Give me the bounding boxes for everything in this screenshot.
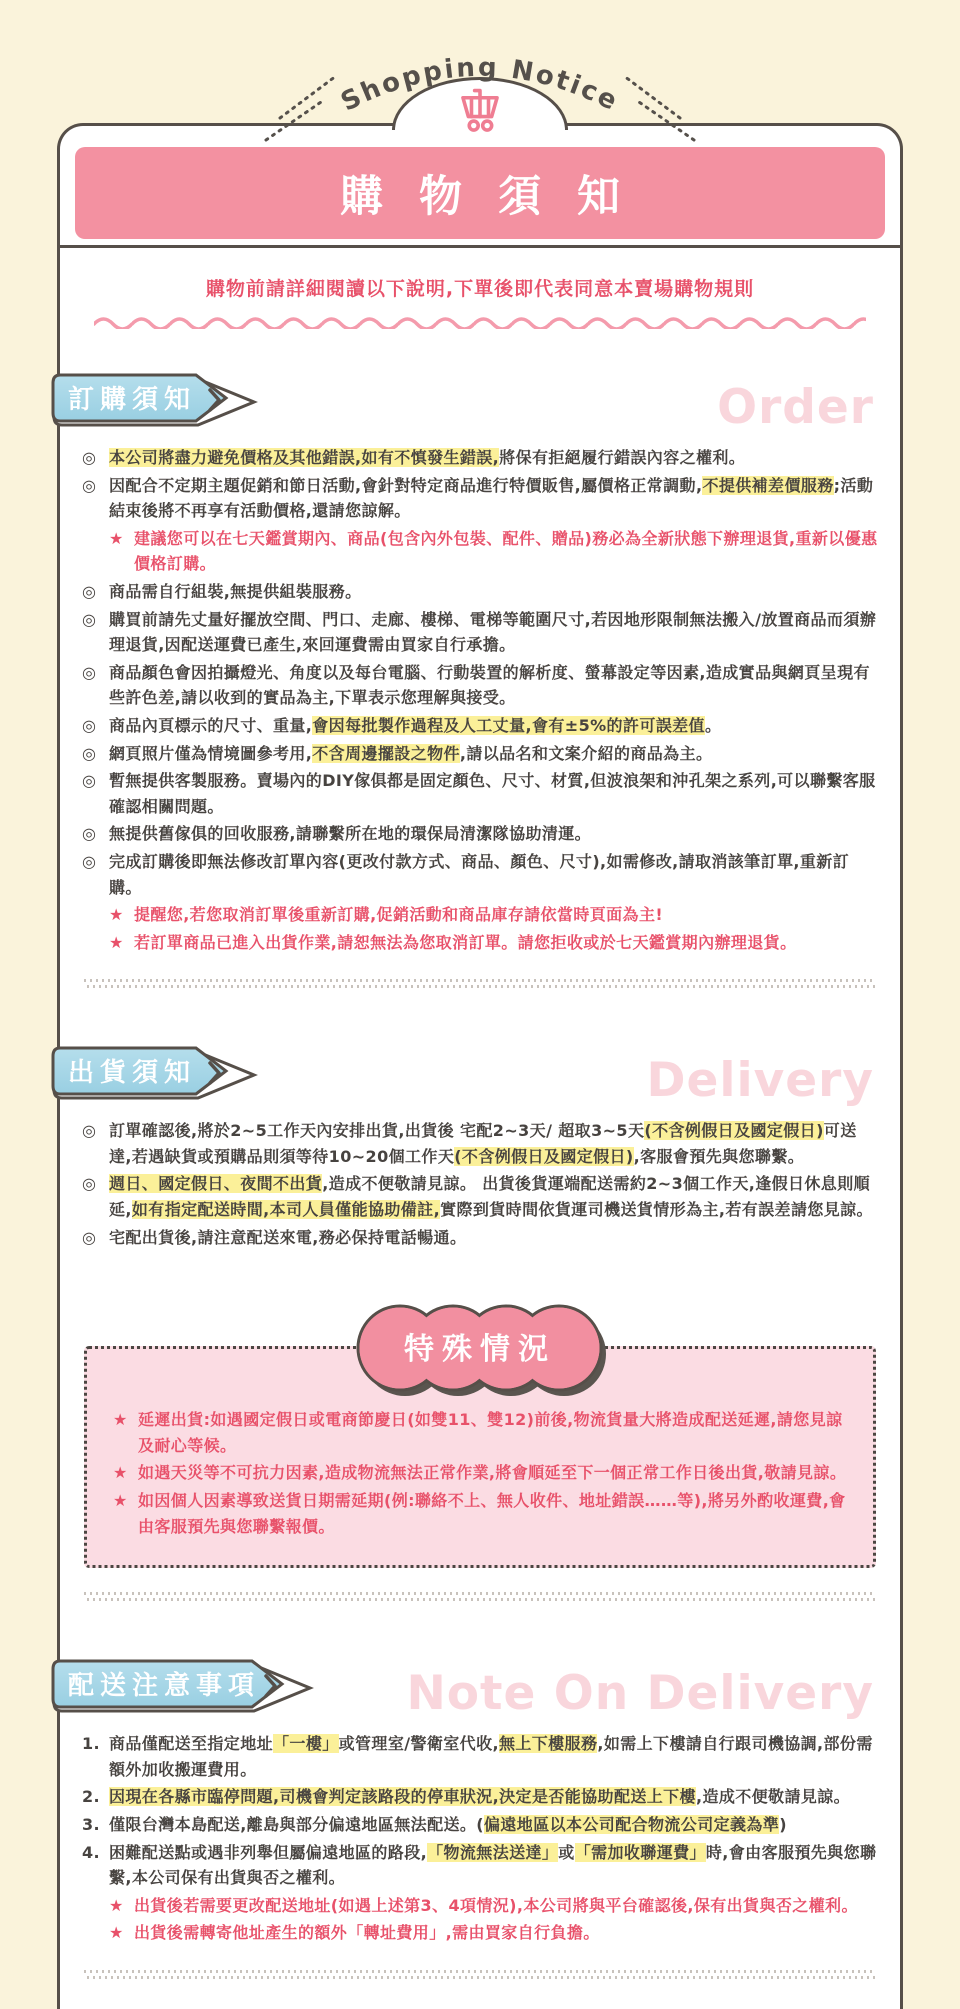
list-marker: ★ <box>109 1895 124 1915</box>
tick-divider <box>84 1592 876 1601</box>
card-body <box>60 274 900 1979</box>
list-marker: 3. <box>82 1815 101 1834</box>
section-delivery-head <box>68 1657 878 1722</box>
list-item-text: 本公司將盡力避免價格及其他錯誤,如有不慎發生錯誤,將保有拒絕履行錯誤內容之權利。 <box>109 448 746 467</box>
section-badge-order <box>48 371 260 429</box>
shipping-notice-list <box>82 1118 878 1250</box>
section-badge-label: 出貨須知 <box>68 1058 197 1089</box>
list-item-text: 建議您可以在七天鑑賞期內、商品(包含內外包裝、配件、贈品)務必為全新狀態下辦理退貨,重新以優惠價格訂購。 <box>134 528 878 574</box>
section-watermark: Order <box>717 380 874 435</box>
special-circumstances <box>84 1332 876 1568</box>
list-item <box>82 1812 878 1838</box>
list-item-text: 提醒您,若您取消訂單後重新訂購,促銷活動和商品庫存請依當時頁面為主! <box>134 905 664 925</box>
list-marker: ◎ <box>82 851 97 871</box>
highlighted-text: 本公司將盡力避免價格及其他錯誤,如有不慎發生錯誤, <box>109 448 500 467</box>
list-item-text: 網頁照片僅為情境圖參考用,不含周邊擺設之物件,請以品名和文案介紹的商品為主。 <box>109 743 713 763</box>
list-item-text: 如因個人因素導致送貨日期需延期(例:聯絡不上、無人收件、地址錯誤……等),將另外酌收運費,會由客服預先與您聯繫報價。 <box>138 1491 846 1536</box>
section-watermark: Note On Delivery <box>406 1666 874 1722</box>
section-watermark: Delivery <box>646 1053 874 1109</box>
highlighted-text: 「需加收聯運費」 <box>574 1842 706 1862</box>
special-list <box>113 1407 847 1539</box>
note-item <box>82 526 878 577</box>
shopping-notice-arched-label: Shopping Notice <box>336 52 624 118</box>
header-divider <box>60 245 900 248</box>
highlighted-text: 週日、國定假日、夜間不出貨 <box>109 1174 323 1194</box>
list-marker: ◎ <box>82 475 97 495</box>
list-item-text: 僅限台灣本島配送,離島與部分偏遠地區無法配送。(偏遠地區以本公司配合物流公司定義為準) <box>109 1815 787 1834</box>
highlighted-text: 「物流無法送達」 <box>427 1842 559 1862</box>
list-item <box>82 1118 878 1169</box>
list-item <box>82 579 878 605</box>
list-marker: ◎ <box>82 662 97 682</box>
list-item <box>82 849 878 900</box>
highlighted-text: (不含例假日及國定假日) <box>454 1146 634 1166</box>
list-marker: ◎ <box>82 581 97 601</box>
list-marker: ◎ <box>82 609 97 629</box>
list-item <box>82 1731 878 1782</box>
highlighted-text: 無上下樓服務 <box>498 1734 598 1754</box>
list-item-text: 完成訂購後即無法修改訂單內容(更改付款方式、商品、顏色、尺寸),如需修改,請取消該筆訂單,重新訂購。 <box>109 851 850 897</box>
list-item-text: 因現在各縣市臨停問題,司機會判定該路段的停車狀況,決定是否能協助配送上下樓,造成不便敬請見諒。 <box>109 1787 851 1807</box>
special-badge-label: 特殊情況 <box>404 1332 556 1368</box>
list-item-text: 如遇天災等不可抗力因素,造成物流無法正常作業,將會順延至下一個正常工作日後出貨,敬請見諒。 <box>138 1463 847 1483</box>
wavy-divider <box>94 311 866 329</box>
order-notice-list <box>82 445 878 955</box>
note-item <box>113 1460 847 1486</box>
list-item-text: 週日、國定假日、夜間不出貨,造成不便敬請見諒。 出貨後貨運端配送需約2~3個工作天,逢假日休息則順延,如有指定配送時間,本司人員僅能協助備註,實際到貨時間依貨運司機送貨情形為主,若有誤差請您見諒。 <box>109 1174 873 1220</box>
list-item-text: 若訂單商品已進入出貨作業,請恕無法為您取消訂單。請您拒收或於七天鑑賞期內辦理退貨。 <box>134 932 797 952</box>
note-item <box>82 902 878 928</box>
list-marker: ◎ <box>82 1174 97 1194</box>
list-item <box>82 1784 878 1810</box>
list-marker: ★ <box>109 528 124 548</box>
highlighted-text: 「一樓」 <box>273 1734 339 1754</box>
highlighted-text: 不提供補差價服務 <box>702 475 834 495</box>
highlighted-text: 因現在各縣市臨停問題,司機會判定該路段的停車狀況,決定是否能協助配送上下樓 <box>109 1787 696 1807</box>
list-item <box>82 607 878 658</box>
list-marker: 1. <box>82 1734 101 1754</box>
list-marker: ◎ <box>82 824 97 844</box>
list-item-text: 商品需自行組裝,無提供組裝服務。 <box>109 581 362 601</box>
list-marker: ★ <box>109 905 124 925</box>
note-item <box>113 1488 847 1539</box>
list-marker: 2. <box>82 1787 101 1807</box>
list-item-text: 暫無提供客製服務。賣場內的DIY傢俱都是固定顏色、尺寸、材質,但波浪架和沖孔架之系列,可以聯繫客服確認相關問題。 <box>109 771 876 816</box>
list-marker: ◎ <box>82 1227 97 1247</box>
note-item <box>113 1407 847 1458</box>
section-shipping <box>68 1044 878 1568</box>
highlighted-text: 會因每批製作過程及人工丈量,會有±5%的許可誤差值 <box>312 715 705 735</box>
list-item-text: 無提供舊傢俱的回收服務,請聯繫所在地的環保局清潔隊協助清運。 <box>109 824 592 844</box>
section-badge-shipping <box>48 1044 260 1102</box>
note-item <box>82 1893 878 1919</box>
list-marker: ★ <box>113 1463 128 1483</box>
list-item <box>82 1171 878 1222</box>
list-item <box>82 445 878 471</box>
intro-text: 購物前請詳細閱讀以下說明,下單後即代表同意本賣場購物規則 <box>205 278 755 300</box>
section-order <box>68 371 878 955</box>
note-item <box>82 930 878 956</box>
list-marker: ◎ <box>82 1121 97 1141</box>
list-item-text: 延遲出貨:如遇國定假日或電商節慶日(如雙11、雙12)前後,物流貨量大將造成配送延遲,請您見諒及耐心等候。 <box>138 1410 843 1455</box>
page-title-banner <box>75 147 885 239</box>
notice-card <box>57 123 903 2009</box>
top-decoration <box>250 22 710 152</box>
tick-divider <box>84 979 876 988</box>
list-item <box>82 713 878 739</box>
list-item <box>82 741 878 767</box>
list-item-text: 訂單確認後,將於2~5工作天內安排出貨,出貨後 宅配2~3天/ 超取3~5天(不含例假日及國定假日)可送達,若遇缺貨或預購品則須等待10~20個工作天(不含例假日及國定假日),客服會預先與您聯繫。 <box>109 1121 857 1166</box>
list-item-text: 購買前請先丈量好擺放空間、門口、走廊、樓梯、電梯等範圍尺寸,若因地形限制無法搬入/放置商品而須辦理退貨,因配送運費已產生,來回運費需由買家自行承擔。 <box>109 609 877 655</box>
highlighted-text: 偏遠地區以本公司配合物流公司定義為準 <box>484 1815 780 1834</box>
section-badge-delivery-notes <box>48 1657 316 1715</box>
list-item-text: 困難配送點或遇非列舉但屬偏遠地區的路段,「物流無法送達」或「需加收聯運費」時,會由客服預先與您聯繫,本公司保有出貨與否之權利。 <box>109 1842 877 1888</box>
tick-divider <box>84 1970 876 1979</box>
list-marker: 4. <box>82 1842 101 1862</box>
list-item <box>82 660 878 711</box>
dotted-rays <box>266 76 694 140</box>
note-item <box>82 1920 878 1946</box>
highlighted-text: 如有指定配送時間,本司人員僅能協助備註, <box>131 1200 441 1220</box>
list-item <box>82 473 878 524</box>
page-title: 購物須知 <box>340 171 656 222</box>
section-order-head <box>68 371 878 435</box>
list-item <box>82 821 878 847</box>
section-badge-label: 訂購須知 <box>68 385 197 415</box>
highlighted-text: 不含周邊擺設之物件 <box>312 743 460 763</box>
list-item-text: 宅配出貨後,請注意配送來電,務必保持電話暢通。 <box>109 1227 467 1247</box>
section-delivery-notes <box>68 1657 878 1946</box>
list-marker: ★ <box>113 1491 128 1511</box>
list-marker: ◎ <box>82 771 97 791</box>
list-item-text: 出貨後需轉寄他址產生的額外「轉址費用」,需由買家自行負擔。 <box>134 1923 600 1943</box>
highlighted-text: (不含例假日及國定假日) <box>644 1121 824 1141</box>
list-item-text: 因配合不定期主題促銷和節日活動,會針對特定商品進行特價販售,屬價格正常調動,不提供補差價服務;活動結束後將不再享有活動價格,還請您諒解。 <box>109 475 874 521</box>
list-marker: ◎ <box>82 743 97 763</box>
list-marker: ◎ <box>82 448 97 467</box>
list-marker: ◎ <box>82 715 97 735</box>
list-marker: ★ <box>113 1410 128 1430</box>
list-marker: ★ <box>109 1923 124 1943</box>
list-item <box>82 768 878 819</box>
section-shipping-head <box>68 1044 878 1109</box>
list-marker: ★ <box>109 932 124 952</box>
list-item-text: 商品內頁標示的尺寸、重量,會因每批製作過程及人工丈量,會有±5%的許可誤差值。 <box>109 715 722 735</box>
list-item <box>82 1840 878 1891</box>
list-item-text: 商品顏色會因拍攝燈光、角度以及每台電腦、行動裝置的解析度、螢幕設定等因素,造成實品與網頁呈現有些許色差,請以收到的實品為主,下單表示您理解與接受。 <box>109 662 870 708</box>
section-badge-label: 配送注意事項 <box>68 1671 261 1702</box>
list-item <box>82 1225 878 1251</box>
list-item-text: 出貨後若需要更改配送地址(如遇上述第3、4項情況),本公司將與平台確認後,保有出貨與否之權利。 <box>134 1895 858 1915</box>
list-item-text: 商品僅配送至指定地址「一樓」或管理室/警衛室代收,無上下樓服務,如需上下樓請自行跟司機協調,部份需額外加收搬運費用。 <box>109 1734 873 1779</box>
delivery-notes-list <box>82 1731 878 1946</box>
special-badge <box>354 1298 606 1398</box>
